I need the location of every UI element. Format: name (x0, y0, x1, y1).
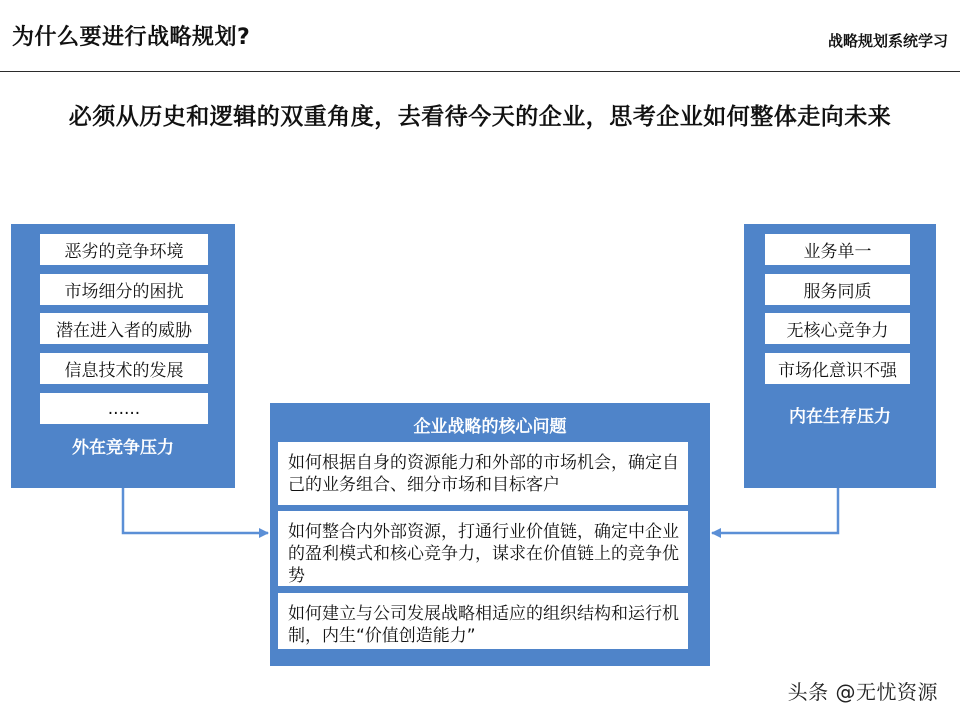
right-connector-arrow (712, 488, 838, 533)
external-item: 信息技术的发展 (40, 353, 208, 384)
external-item: 市场细分的困扰 (40, 274, 208, 305)
core-question-box: 如何根据自身的资源能力和外部的市场机会，确定自己的业务组合、细分市场和目标客户 (278, 442, 688, 505)
external-item: 潜在进入者的威胁 (40, 313, 208, 344)
internal-pressure-label: 内在生存压力 (789, 407, 891, 427)
external-pressure-panel (11, 224, 235, 488)
core-issues-title: 企业战略的核心问题 (413, 417, 567, 437)
header-divider (0, 71, 960, 72)
external-item: 恶劣的竞争环境 (40, 234, 208, 265)
internal-item: 市场化意识不强 (765, 353, 910, 384)
core-question-box: 如何建立与公司发展战略相适应的组织结构和运行机制，内生“价值创造能力” (278, 593, 688, 649)
external-pressure-label: 外在竞争压力 (72, 438, 174, 458)
external-item: ...... (40, 393, 208, 424)
left-connector-arrow (123, 488, 268, 533)
internal-pressure-panel (744, 224, 936, 488)
series-label: 战略规划系统学习 (827, 32, 948, 50)
internal-item: 无核心竞争力 (765, 313, 910, 344)
core-issues-panel (270, 403, 710, 666)
page-title: 为什么要进行战略规划? (12, 25, 251, 50)
watermark: 头条 @无忧资源 (787, 680, 938, 704)
core-question-box: 如何整合内外部资源，打通行业价值链，确定中企业的盈利模式和核心竞争力，谋求在价值链上的竞争优势 (278, 511, 688, 586)
internal-item: 业务单一 (765, 234, 910, 265)
internal-item: 服务同质 (765, 274, 910, 305)
slide-subtitle: 必须从历史和逻辑的双重角度，去看待今天的企业，思考企业如何整体走向未来 (68, 104, 892, 130)
